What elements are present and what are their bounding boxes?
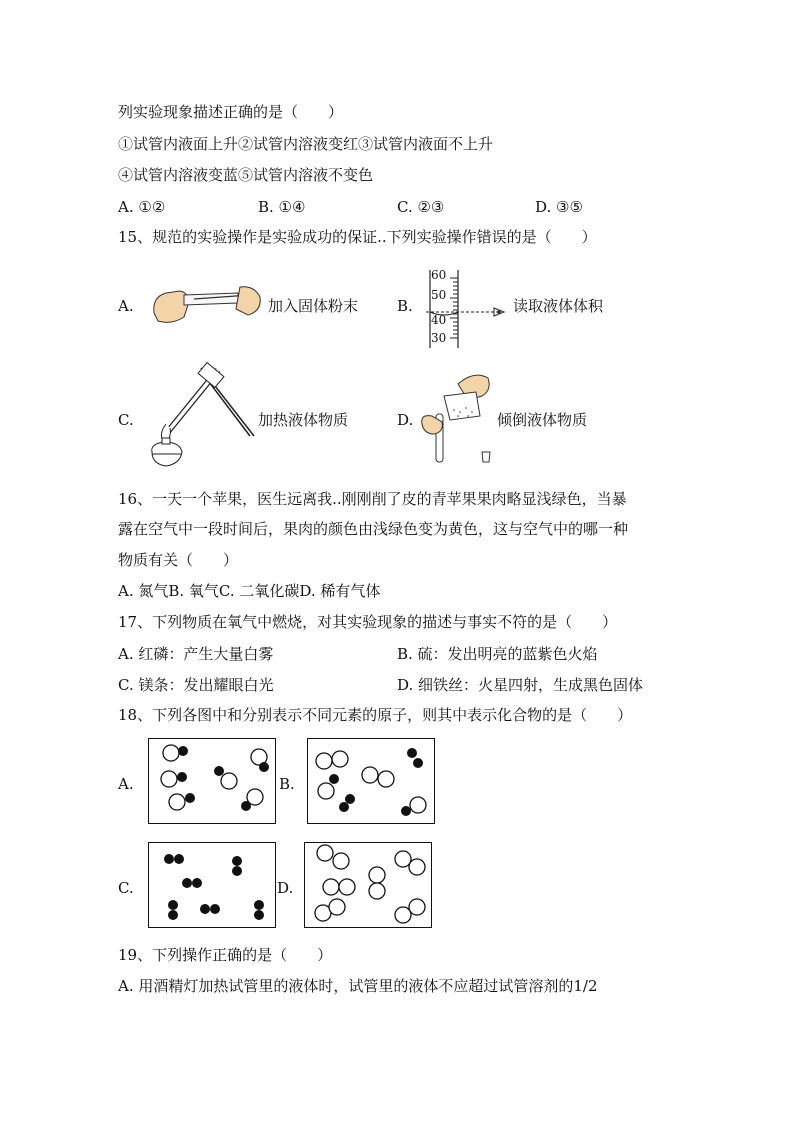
cylinder-tick-40: 40: [431, 313, 447, 327]
q17-option-a: A. 红磷：产生大量白雾: [118, 645, 274, 663]
q16-line3: 物质有关（ ）: [118, 551, 239, 569]
q18-option-a-letter: A.: [118, 775, 134, 793]
q16-options: A. 氮气B. 氧气C. 二氧化碳D. 稀有气体: [118, 582, 381, 600]
q15-option-c-caption: 加热液体物质: [258, 411, 349, 429]
q18-box-a: [148, 738, 276, 824]
q18-box-d: [304, 842, 432, 928]
q15-option-a-letter: A.: [118, 297, 134, 315]
heating-liquid-illustration: [146, 362, 256, 470]
q15-option-b-letter: B.: [397, 297, 413, 315]
q15-option-d-caption: 倾倒液体物质: [497, 411, 588, 429]
molecule-diagram-c: [149, 843, 277, 929]
cylinder-tick-30: 30: [431, 331, 447, 345]
q14-facts-line2: ④试管内溶液变蓝⑤试管内溶液不变色: [118, 166, 374, 184]
q19-stem: 19、下列操作正确的是（ ）: [118, 946, 333, 964]
q18-option-d-letter: D.: [277, 879, 294, 897]
q14-option-b: B. ①④: [258, 198, 306, 216]
pouring-liquid-illustration: [418, 366, 498, 470]
q19-option-a: A. 用酒精灯加热试管里的液体时，试管里的液体不应超过试管溶剂的1/2: [118, 977, 598, 995]
q18-stem: 18、下列各图中和分别表示不同元素的原子，则其中表示化合物的是（ ）: [118, 706, 633, 724]
q15-option-a-caption: 加入固体粉末: [268, 297, 359, 315]
q18-box-c: [148, 842, 276, 928]
q18-box-b: [307, 738, 435, 824]
q16-line2: 露在空气中一段时间后，果肉的颜色由浅绿色变为黄色，这与空气中的哪一种: [118, 520, 629, 538]
q15-option-b-caption: 读取液体体积: [513, 297, 604, 315]
q17-stem: 17、下列物质在氧气中燃烧，对其实验现象的描述与事实不符的是（ ）: [118, 613, 618, 631]
q15-stem: 15、规范的实验操作是实验成功的保证..下列实验操作错误的是（ ）: [118, 228, 597, 246]
powder-into-tube-illustration: [150, 283, 265, 328]
q15-option-c-letter: C.: [118, 411, 134, 429]
q14-option-d: D. ③⑤: [535, 198, 583, 216]
molecule-diagram-a: [149, 739, 277, 825]
q17-option-b: B. 硫：发出明亮的蓝紫色火焰: [397, 645, 598, 663]
q17-option-d: D. 细铁丝：火星四射，生成黑色固体: [397, 676, 644, 694]
q14-option-c: C. ②③: [397, 198, 445, 216]
q14-option-a: A. ①②: [118, 198, 166, 216]
q18-option-c-letter: C.: [118, 879, 134, 897]
q17-option-c: C. 镁条：发出耀眼白光: [118, 676, 274, 694]
q16-line1: 16、一天一个苹果，医生远离我..刚刚削了皮的青苹果果肉略显浅绿色，当暴: [118, 490, 627, 508]
cylinder-tick-50: 50: [431, 288, 447, 302]
molecule-diagram-d: [305, 843, 433, 929]
q18-option-b-letter: B.: [279, 775, 295, 793]
q14-stem-tail: 列实验现象描述正确的是（ ）: [118, 103, 344, 121]
q15-option-d-letter: D.: [397, 411, 414, 429]
molecule-diagram-b: [308, 739, 436, 825]
q14-facts-line1: ①试管内液面上升②试管内溶液变红③试管内液面不上升: [118, 135, 494, 153]
cylinder-tick-60: 60: [431, 268, 447, 282]
